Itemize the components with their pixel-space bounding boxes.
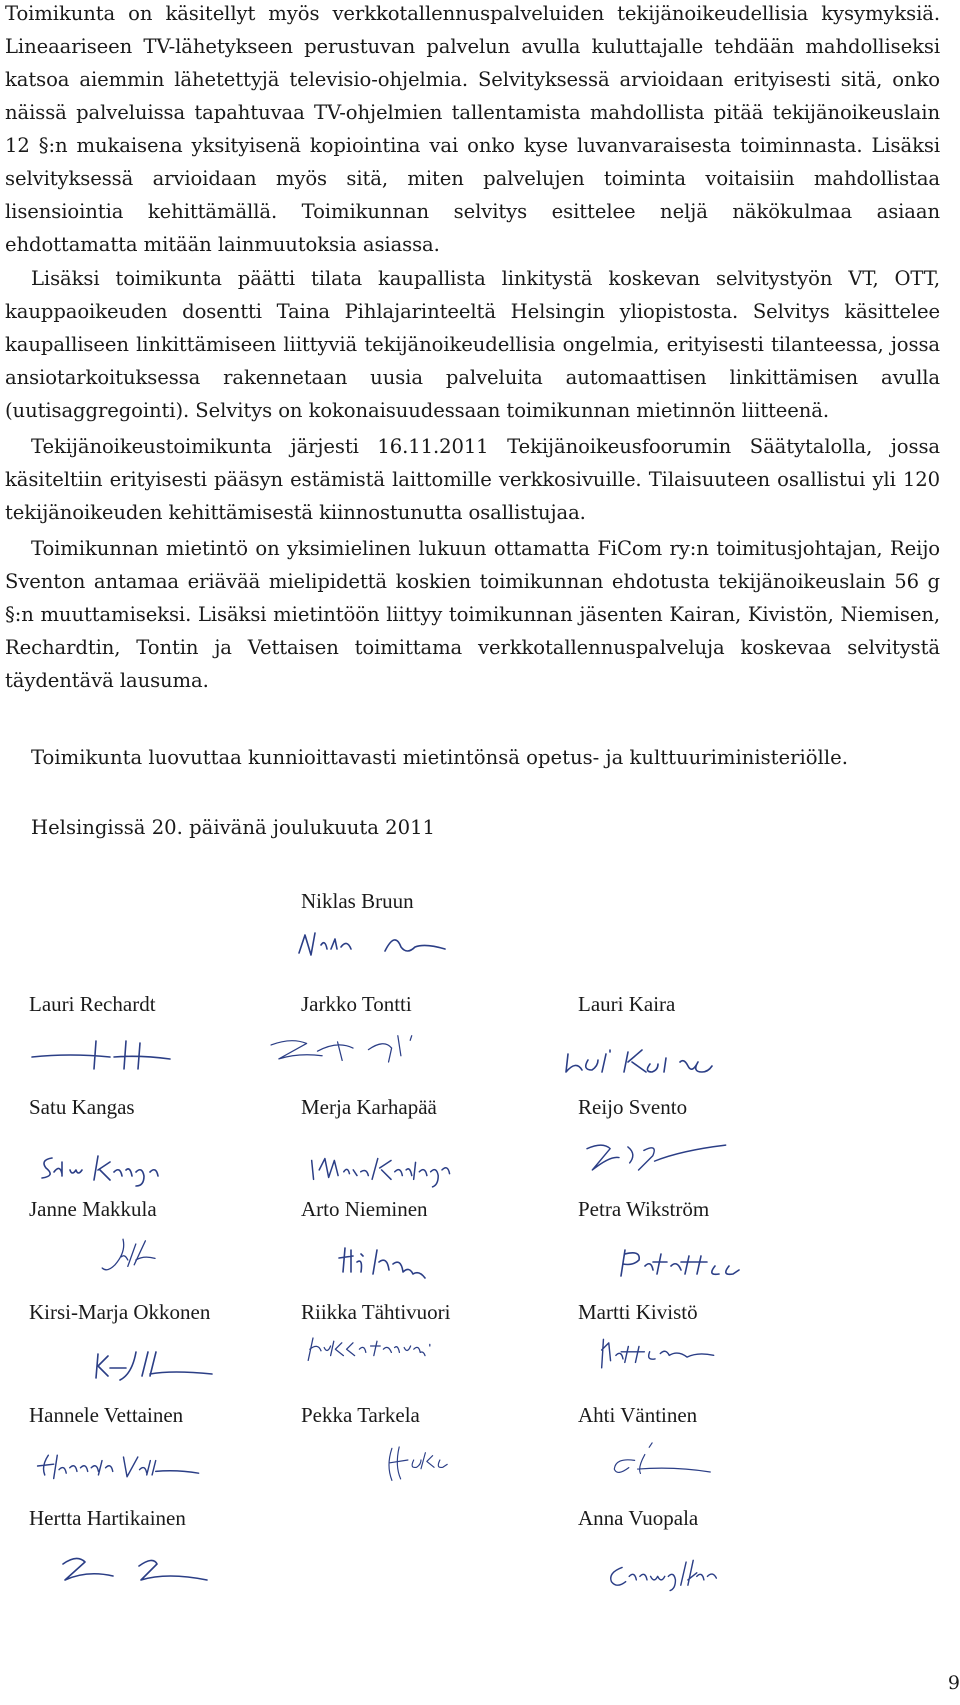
signature [34, 1446, 204, 1486]
signature [586, 1555, 756, 1595]
signatory-name: Riikka Tähtivuori [301, 1300, 451, 1324]
closing-statement: Toimikunta luovuttaa kunnioittavasti mietintönsä opetus- ja kulttuuriministeriölle. [31, 746, 848, 769]
page-number: 9 [947, 1672, 960, 1694]
signature [52, 1550, 222, 1590]
signature-chair [295, 925, 465, 965]
signatory-name: Ahti Väntinen [578, 1403, 698, 1427]
signature [306, 1148, 476, 1188]
signature [336, 1444, 506, 1484]
signatory-name-chair: Niklas Bruun [301, 889, 414, 913]
signatory-name: Martti Kivistö [578, 1300, 698, 1324]
signature [288, 1330, 458, 1370]
place-and-date: Helsingissä 20. päivänä joulukuuta 2011 [31, 816, 436, 839]
signatory-name: Anna Vuopala [578, 1506, 699, 1530]
signatory-name: Lauri Rechardt [29, 992, 156, 1016]
signatory-name: Jarkko Tontti [301, 992, 412, 1016]
signature [62, 1236, 232, 1276]
signatory-name: Lauri Kaira [578, 992, 676, 1016]
signature [596, 1244, 766, 1284]
signatory-name: Arto Nieminen [301, 1197, 428, 1221]
signature [578, 1440, 748, 1480]
paragraph-foorumi: Tekijänoikeustoimikunta järjesti 16.11.2011 Tekijänoikeusfoorumin Säätytalolla, jossa käsiteltiin erityisesti pääsyn estämistä laittomille verkkosivuille. Tilaisuuteen osallistui yli 120 tekijänoikeuden kehittämisestä kiinnostunutta osallistujaa. [5, 435, 940, 524]
signature [38, 1148, 208, 1188]
signatory-name: Satu Kangas [29, 1095, 135, 1119]
signature [268, 1030, 438, 1070]
signature [574, 1138, 744, 1178]
paragraph-verkkotallennus: Toimikunta on käsitellyt myös verkkotallennuspalveluiden tekijänoikeudellisia kysymyksiä. Lineaariseen TV-lähetykseen perustuvan palvelun avulla kuluttajalle tehdään mahdolliseksi katsoa aiemmin lähetettyjä televisio-ohjelmia. Selvityksessä arvioidaan erityisesti sitä, onko näissä palveluissa tapahtuvaa TV-ohjelmien tallentamista mahdollista pitää tekijänoikeuslain 12 §:n mukaisena yksityisenä kopiointina vai onko kyse luvanvaraisesta toiminnasta. Lisäksi selvityksessä arvioidaan myös sitä, miten palvelujen toiminta voitaisiin mahdollistaa lisensiointia kehittämällä. Toimikunnan selvitys esittelee neljä näkökulmaa asiaan ehdottamatta mitään lainmuutoksia asiassa. [5, 2, 940, 256]
signature [578, 1334, 748, 1374]
paragraph-linkitys: Lisäksi toimikunta päätti tilata kaupallista linkitystä koskevan selvitystyön VT, OTT, kauppaoikeuden dosentti Taina Pihlajarinteeltä Helsingin yliopistosta. Selvitys käsittelee kaupalliseen linkittämiseen liittyviä tekijänoikeudellisia ongelmia, erityisesti tilanteessa, jossa ansiotarkoituksessa rakennetaan uusia palveluita automaattisen linkittämisen avulla (uutisaggregointi). Selvitys on kokonaisuudessaan toimikunnan mietinnön liitteenä. [5, 267, 940, 422]
signatory-name: Hannele Vettainen [29, 1403, 184, 1427]
signatory-name: Merja Karhapää [301, 1095, 437, 1119]
paragraph-eriava-mielipide: Toimikunnan mietintö on yksimielinen lukuun ottamatta FiCom ry:n toimitusjohtajan, Reijo Sventon antamaa eriävää mielipidettä koskien toimikunnan ehdotusta tekijänoikeuslain 56 g §:n muuttamiseksi. Lisäksi mietintöön liittyy toimikunnan jäsenten Kairan, Kivistön, Niemisen, Rechardtin, Tontin ja Vettaisen toimittama verkkotallennuspalveluja koskevaa selvitystä täydentävä lausuma. [5, 537, 940, 692]
signature [30, 1035, 200, 1075]
signatory-name: Janne Makkula [29, 1197, 157, 1221]
signature [72, 1344, 242, 1384]
signature [322, 1242, 492, 1282]
signatory-name: Reijo Svento [578, 1095, 688, 1119]
signature [562, 1040, 732, 1080]
signatory-name: Pekka Tarkela [301, 1403, 420, 1427]
signatory-name: Hertta Hartikainen [29, 1506, 186, 1530]
signatory-name: Petra Wikström [578, 1197, 710, 1221]
signatory-name: Kirsi-Marja Okkonen [29, 1300, 211, 1324]
